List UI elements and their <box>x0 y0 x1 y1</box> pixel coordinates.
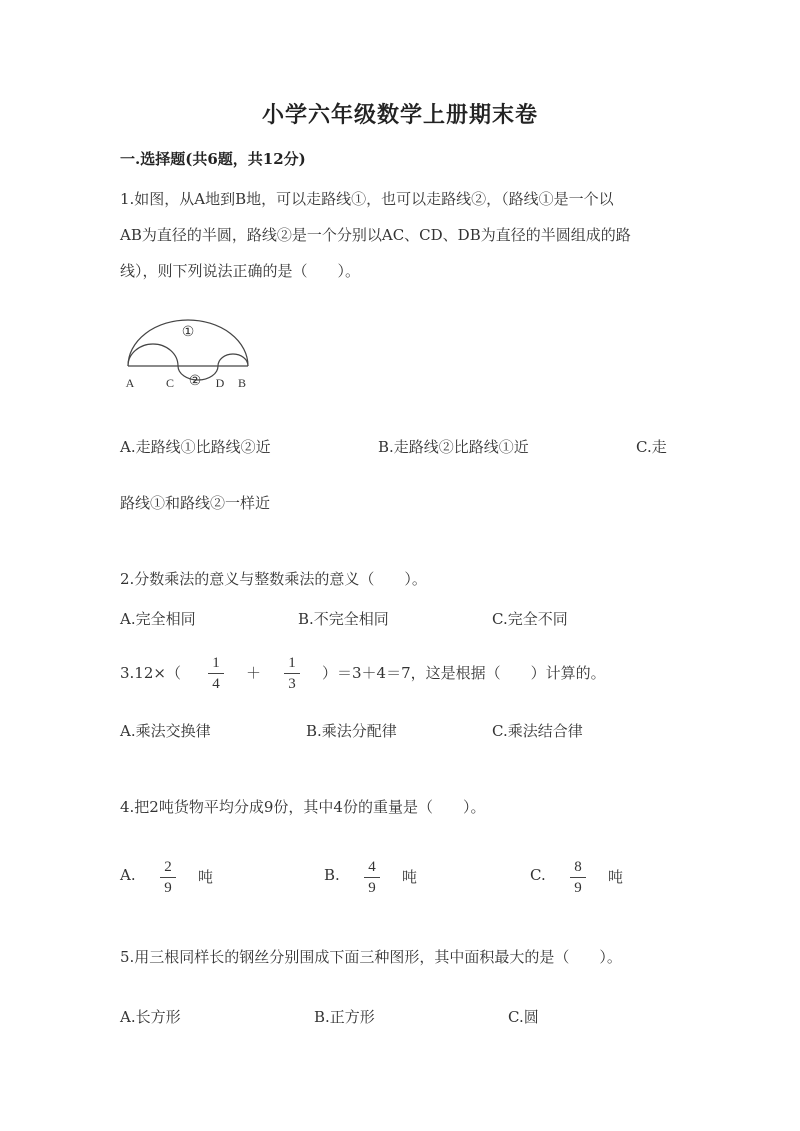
fraction-one-third <box>282 654 302 693</box>
question-4-text: 4.把2吨货物平均分成9份，其中4份的重量是（ ）。 <box>120 798 486 816</box>
point-a-label: A <box>125 376 135 390</box>
route-diagram <box>118 312 258 394</box>
question-2-option-c[interactable]: C.完全不同 <box>492 610 568 628</box>
question-5-option-a[interactable]: A.长方形 <box>120 1008 181 1026</box>
fraction-numerator: 2 <box>164 859 172 875</box>
fraction-denominator: 9 <box>574 880 582 896</box>
question-4-option-b-fraction <box>362 858 382 897</box>
point-b-label: B <box>237 376 247 390</box>
question-3-option-c[interactable]: C.乘法结合律 <box>492 722 583 740</box>
question-5-option-c[interactable]: C.圆 <box>508 1008 539 1026</box>
question-3-option-b[interactable]: B.乘法分配律 <box>306 722 397 740</box>
fraction-numerator: 4 <box>368 859 376 875</box>
question-1-line-3: 线），则下列说法正确的是（ ）。 <box>120 262 361 280</box>
question-2-option-a[interactable]: A.完全相同 <box>120 610 196 628</box>
question-4-option-b-label[interactable]: B. <box>324 866 340 884</box>
question-2-option-b[interactable]: B.不完全相同 <box>298 610 389 628</box>
fraction-denominator: 9 <box>164 880 172 896</box>
point-c-label: C <box>165 376 175 390</box>
route-2-arc-db <box>218 354 248 366</box>
question-4-option-a-label[interactable]: A. <box>120 866 136 884</box>
route-1-label: ① <box>181 325 195 340</box>
fraction-denominator: 4 <box>212 676 220 692</box>
question-5-option-b[interactable]: B.正方形 <box>314 1008 375 1026</box>
question-4-option-c-unit: 吨 <box>608 868 624 886</box>
route-2-label: ② <box>188 374 202 389</box>
question-3-option-a[interactable]: A.乘法交换律 <box>120 722 211 740</box>
fraction-one-quarter <box>206 654 226 693</box>
fraction-numerator: 8 <box>574 859 582 875</box>
question-1-line-1: 1.如图，从A地到B地，可以走路线①，也可以走路线②，（路线①是一个以 <box>120 190 614 208</box>
plus-sign: ＋ <box>246 664 262 682</box>
question-2-text: 2.分数乘法的意义与整数乘法的意义（ ）。 <box>120 570 427 588</box>
question-1-option-c-continued[interactable]: 路线①和路线②一样近 <box>120 494 271 512</box>
question-1-option-b[interactable]: B.走路线②比路线①近 <box>378 438 529 456</box>
question-1-option-c[interactable]: C.走 <box>636 438 667 456</box>
route-2-arc-ac <box>128 344 178 366</box>
fraction-bar <box>284 673 300 674</box>
fraction-denominator: 9 <box>368 880 376 896</box>
question-1-option-a[interactable]: A.走路线①比路线②近 <box>120 438 271 456</box>
question-4-option-c-label[interactable]: C. <box>530 866 546 884</box>
fraction-bar <box>364 877 380 878</box>
question-4-option-b-unit: 吨 <box>402 868 418 886</box>
point-d-label: D <box>215 376 225 390</box>
fraction-bar <box>160 877 176 878</box>
fraction-numerator: 1 <box>288 655 296 671</box>
fraction-numerator: 1 <box>212 655 220 671</box>
fraction-denominator: 3 <box>288 676 296 692</box>
question-4-option-c-fraction <box>568 858 588 897</box>
question-4-option-a-fraction <box>158 858 178 897</box>
exam-title: 小学六年级数学上册期末卷 <box>261 102 538 128</box>
section-heading: 一.选择题(共6题，共12分) <box>120 150 306 168</box>
question-3-prefix: 3.12×（ <box>120 664 181 682</box>
fraction-bar <box>570 877 586 878</box>
fraction-bar <box>208 673 224 674</box>
question-3-suffix: ）＝3＋4＝7，这是根据（ ）计算的。 <box>322 664 606 682</box>
question-1-line-2: AB为直径的半圆，路线②是一个分别以AC、CD、DB为直径的半圆组成的路 <box>120 226 631 244</box>
question-5-text: 5.用三根同样长的钢丝分别围成下面三种图形，其中面积最大的是（ ）。 <box>120 948 622 966</box>
question-4-option-a-unit: 吨 <box>198 868 214 886</box>
